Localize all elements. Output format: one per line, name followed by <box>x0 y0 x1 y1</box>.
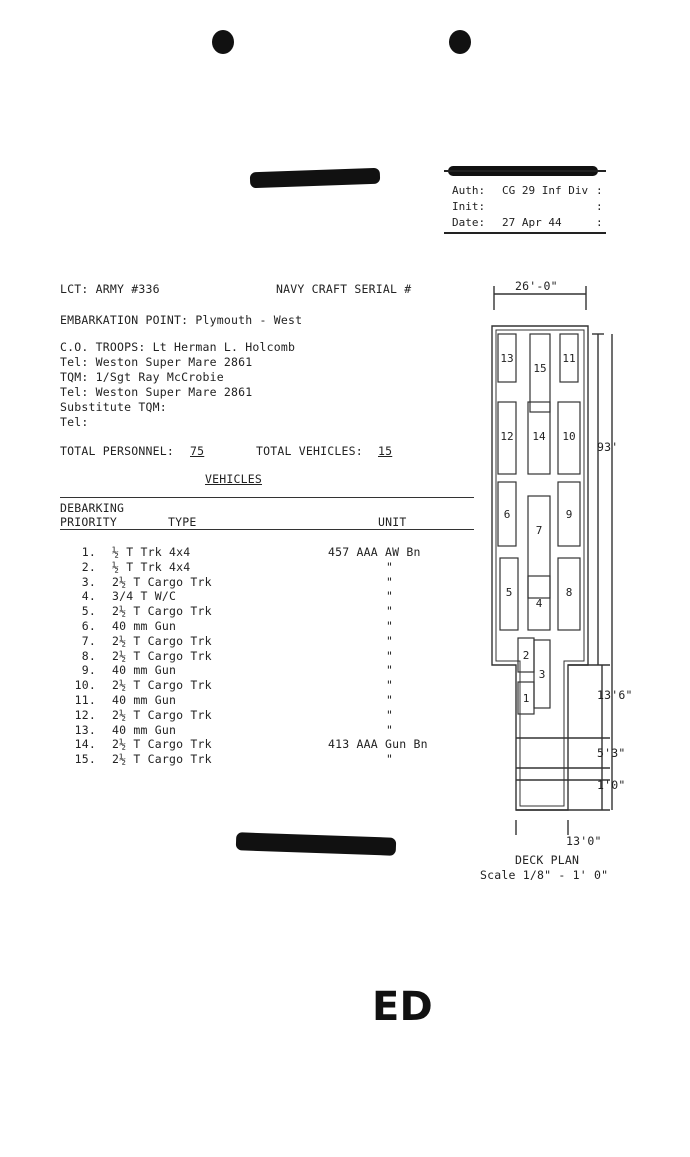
deck-length-label: 93' <box>597 440 619 454</box>
deck-width-label: 26'-0" <box>515 279 558 293</box>
vehicle-type: 2½ T Cargo Trk <box>112 707 212 722</box>
auth-value: CG 29 Inf Div <box>502 184 589 197</box>
vehicle-unit: " <box>386 678 394 693</box>
deck-plan-scale: Scale 1/8" - 1' 0" <box>480 868 609 882</box>
punch-hole-left <box>212 30 234 54</box>
vehicle-priority: 10. <box>74 678 96 693</box>
deck-slot-label: 3 <box>538 668 546 681</box>
vehicle-type: 3/4 T W/C <box>112 589 177 604</box>
vehicle-type: 40 mm Gun <box>112 663 177 678</box>
vehicles-title: VEHICLES <box>205 472 262 486</box>
co-troops: C.O. TROOPS: Lt Herman L. Holcomb <box>60 340 296 354</box>
vehicle-type: 2½ T Cargo Trk <box>112 678 212 693</box>
table-rule-top <box>60 497 474 498</box>
vehicle-priority: 1. <box>81 545 96 559</box>
vehicle-priority: 11. <box>74 693 96 707</box>
deck-slot-label: 5 <box>505 586 513 599</box>
total-personnel: 75 <box>190 444 205 458</box>
deck-dim-2: 5'3" <box>597 746 626 760</box>
col-type: TYPE <box>168 515 197 529</box>
vehicle-unit: " <box>386 707 394 722</box>
vehicle-unit: 457 AAA AW Bn <box>328 545 421 559</box>
vehicle-unit: " <box>386 722 394 737</box>
deck-slot-label: 2 <box>522 649 530 662</box>
vehicle-priority: 15. <box>74 752 96 767</box>
table-rule-header <box>60 529 474 530</box>
deck-slot-label: 8 <box>565 586 573 599</box>
vehicle-priority: 13. <box>74 722 96 737</box>
total-vehicles: 15 <box>378 444 393 458</box>
col-debarking: DEBARKING <box>60 501 125 515</box>
total-vehicles-label: TOTAL VEHICLES: <box>256 444 363 458</box>
auth-label: Auth: <box>452 184 486 197</box>
redaction-top <box>250 168 380 189</box>
vehicle-unit: " <box>386 604 394 619</box>
vehicle-unit: " <box>386 693 394 707</box>
vehicle-unit: 413 AAA Gun Bn <box>328 737 428 752</box>
tel-2: Tel: Weston Super Mare 2861 <box>60 385 253 399</box>
redaction-middle <box>236 832 397 856</box>
deck-slot-label: 13 <box>500 352 514 365</box>
deck-slot-label: 10 <box>562 430 576 443</box>
init-label: Init: <box>452 200 486 213</box>
navy-craft-serial: NAVY CRAFT SERIAL # <box>276 282 412 296</box>
vehicle-priority: 9. <box>81 663 96 678</box>
tqm: TQM: 1/Sgt Ray McCrobie <box>60 370 224 384</box>
deck-slot-label: 12 <box>500 430 514 443</box>
embarkation-point: EMBARKATION POINT: Plymouth - West <box>60 313 303 327</box>
vehicle-unit: " <box>386 633 394 648</box>
vehicle-unit: " <box>386 559 394 574</box>
vehicle-type: 2½ T Cargo Trk <box>112 737 212 752</box>
deck-slot-label: 4 <box>535 597 543 610</box>
substitute-tqm: Substitute TQM: <box>60 400 167 414</box>
total-personnel-label: TOTAL PERSONNEL: <box>60 444 174 458</box>
vehicle-unit: " <box>386 589 394 604</box>
vehicle-type: 2½ T Cargo Trk <box>112 604 212 619</box>
vehicle-type: 2½ T Cargo Trk <box>112 633 212 648</box>
vehicle-priority: 12. <box>74 707 96 722</box>
vehicle-unit: " <box>386 619 394 633</box>
vehicle-priority: 5. <box>81 604 96 619</box>
vehicle-type: ½ T Trk 4x4 <box>112 559 191 574</box>
deck-slot-label: 6 <box>503 508 511 521</box>
vehicle-priority: 4. <box>81 589 96 604</box>
vehicle-type: ½ T Trk 4x4 <box>112 545 191 559</box>
vehicle-type: 2½ T Cargo Trk <box>112 752 212 767</box>
vehicle-priority: 14. <box>74 737 96 752</box>
vehicle-priority: 8. <box>81 648 96 663</box>
deck-bottom-width: 13'0" <box>566 834 602 848</box>
vehicle-type: 40 mm Gun <box>112 693 177 707</box>
tel-1: Tel: Weston Super Mare 2861 <box>60 355 253 369</box>
authority-block: Auth: CG 29 Inf Div : Init: : Date: 27 Apr 44 : <box>444 170 606 234</box>
deck-dim-1: 13'6" <box>597 688 633 702</box>
col-priority: PRIORITY <box>60 515 117 529</box>
vehicle-priority: 3. <box>81 574 96 589</box>
deck-dim-3: 1'0" <box>597 778 626 792</box>
col-unit: UNIT <box>378 515 407 529</box>
deck-plan-title: DECK PLAN <box>515 853 580 867</box>
lct-number: LCT: ARMY #336 <box>60 282 160 296</box>
vehicle-type: 2½ T Cargo Trk <box>112 648 212 663</box>
date-label: Date: <box>452 216 486 229</box>
deck-slot-label: 11 <box>562 352 576 365</box>
vehicle-priority: 2. <box>81 559 96 574</box>
deck-plan <box>470 270 690 890</box>
vehicle-type: 2½ T Cargo Trk <box>112 574 212 589</box>
deck-slot-label: 14 <box>532 430 546 443</box>
deck-slot-label: 1 <box>522 692 530 705</box>
stamp-text: ED <box>372 984 433 1030</box>
vehicle-priority: 6. <box>81 619 96 633</box>
vehicle-priority: 7. <box>81 633 96 648</box>
vehicle-unit: " <box>386 663 394 678</box>
deck-slot-label: 15 <box>533 362 547 375</box>
deck-slot-label: 9 <box>565 508 573 521</box>
deck-slot-label: 7 <box>535 524 543 537</box>
vehicle-unit: " <box>386 574 394 589</box>
date-value: 27 Apr 44 <box>502 216 562 229</box>
vehicle-type: 40 mm Gun <box>112 619 177 633</box>
vehicle-type: 40 mm Gun <box>112 722 177 737</box>
vehicle-unit: " <box>386 752 394 767</box>
vehicle-unit: " <box>386 648 394 663</box>
tel-3: Tel: <box>60 415 89 429</box>
deck-slot-7 <box>528 496 550 598</box>
punch-hole-right <box>449 30 471 54</box>
